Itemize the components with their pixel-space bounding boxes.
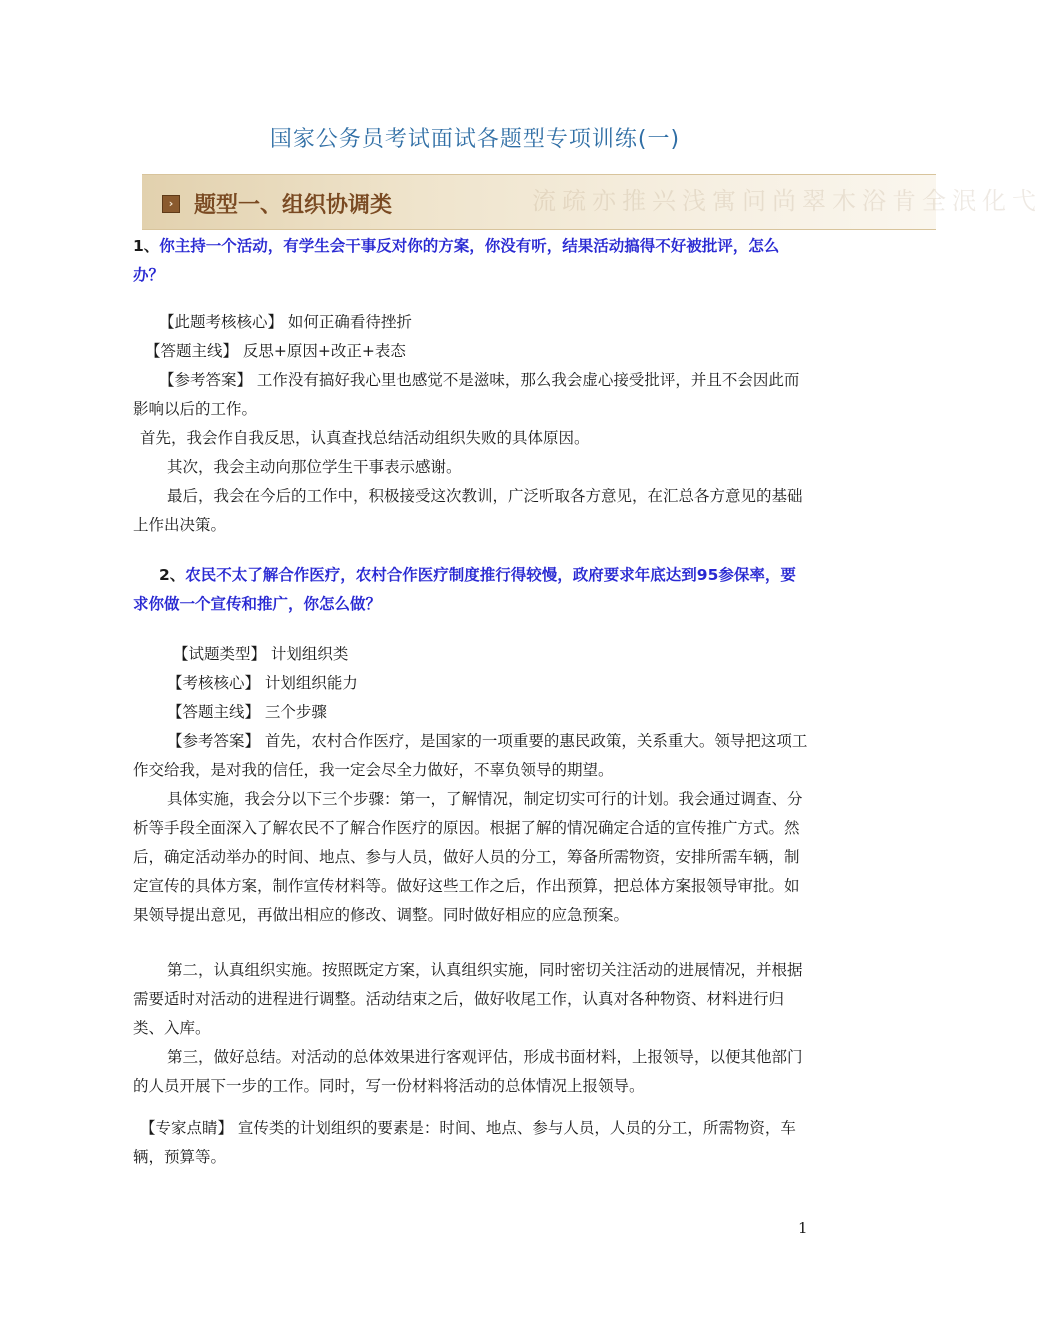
q1-paragraph-2: 其次，我会主动向那位学生干事表示感谢。 [167, 458, 462, 476]
document-title: 国家公务员考试面试各题型专项训练(一) [269, 127, 681, 152]
q1-core: 【此题考核核心】 如何正确看待挫折 [159, 313, 412, 331]
q2-paragraph-3: 第三，做好总结。对活动的总体效果进行客观评估，形成书面材料，上报领导，以便其他部门的人员开展下一步的工作。同时，写一份材料将活动的总体情况上报领导。 [133, 1048, 803, 1095]
question-2-text: 农民不太了解合作医疗，农村合作医疗制度推行得较慢，政府要求年底达到95参保率，要求你做一个宣传和推广，你怎么做？ [133, 566, 796, 613]
page-number: 1 [798, 1219, 808, 1237]
q2-answer: 【参考答案】 首先，农村合作医疗，是国家的一项重要的惠民政策，关系重大。领导把这项工作交给我，是对我的信任，我一定会尽全力做好，不辜负领导的期望。 [133, 732, 808, 779]
chevron-right-icon: › [162, 195, 180, 213]
q1-main-line: 【答题主线】 反思+原因+改正+表态 [145, 342, 406, 360]
question-2-number: 2、 [159, 566, 186, 584]
q2-main-line: 【答题主线】 三个步骤 [167, 703, 327, 721]
section-title: 题型一、组织协调类 [194, 193, 393, 218]
banner-calligraphy-decoration: 流疏亦推兴浅寓问尚翠木浴肯全泯化弋 [532, 187, 1042, 215]
q1-answer: 【参考答案】 工作没有搞好我心里也感觉不是滋味，那么我会虚心接受批评，并且不会因此而影响以后的工作。 [133, 371, 800, 418]
q1-paragraph-3: 最后，我会在今后的工作中，积极接受这次教训，广泛听取各方意见，在汇总各方意见的基础上作出决策。 [133, 487, 803, 534]
q2-paragraph-2: 第二，认真组织实施。按照既定方案，认真组织实施，同时密切关注活动的进展情况，并根据需要适时对活动的进程进行调整。活动结束之后，做好收尾工作，认真对各种物资、材料进行归类、入库。 [133, 961, 803, 1037]
question-1-text: 你主持一个活动，有学生会干事反对你的方案，你没有听，结果活动搞得不好被批评，怎么办？ [133, 237, 780, 284]
q1-paragraph-1: 首先，我会作自我反思，认真查找总结活动组织失败的具体原因。 [140, 429, 590, 447]
question-1-number: 1、 [133, 237, 160, 255]
q2-expert-note: 【专家点睛】 宣传类的计划组织的要素是：时间、地点、参与人员，人员的分工，所需物资，车辆，预算等。 [133, 1119, 796, 1166]
q2-core: 【考核核心】 计划组织能力 [167, 674, 358, 692]
question-2 [133, 561, 808, 619]
question-1 [133, 232, 808, 290]
section-banner [142, 174, 1042, 230]
q2-type: 【试题类型】 计划组织类 [173, 645, 349, 663]
q2-paragraph-1: 具体实施，我会分以下三个步骤：第一，了解情况，制定切实可行的计划。我会通过调查、分析等手段全面深入了解农民不了解合作医疗的原因。根据了解的情况确定合适的宣传推广方式。然后，确定活动举办的时间、地点、参与人员，做好人员的分工，筹备所需物资，安排所需车辆，制定宣传的具体方案，制作宣传材料等。做好这些工作之后，作出预算，把总体方案报领导审批。如果领导提出意见，再做出相应的修改、调整。同时做好相应的应急预案。 [133, 790, 803, 924]
